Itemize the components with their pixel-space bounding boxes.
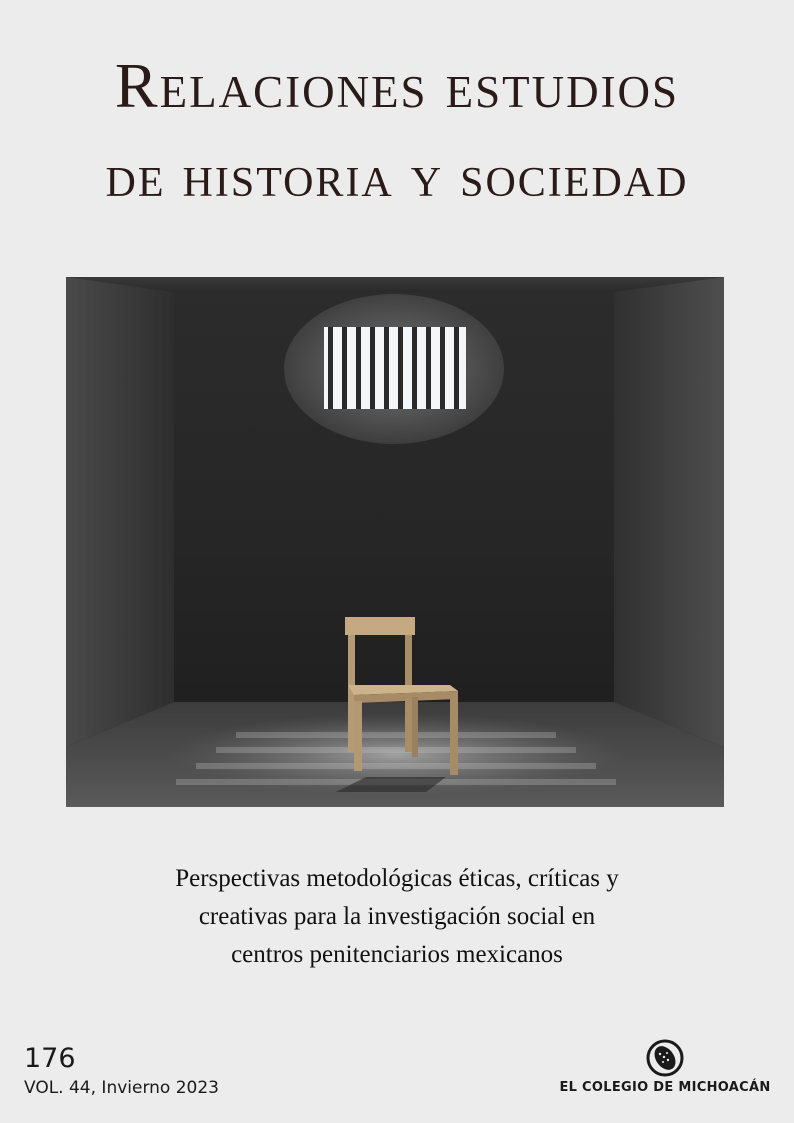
publisher-name: EL COLEGIO DE MICHOACÁN — [559, 1080, 771, 1095]
issue-volume: VOL. 44, Invierno 2023 — [24, 1078, 219, 1098]
issue-number: 176 — [24, 1043, 76, 1074]
issue-theme — [97, 860, 697, 974]
publisher-logo — [540, 1038, 790, 1095]
journal-title-line-2: de historia y sociedad — [105, 143, 689, 209]
journal-title-line-1: Relaciones estudios — [114, 50, 680, 121]
issue-theme-line-3: centros penitenciarios mexicanos — [231, 941, 563, 968]
issue-theme-line-2: creativas para la investigación social en — [198, 903, 596, 930]
cover-photo-prison-cell — [66, 277, 724, 807]
prison-cell-illustration — [66, 277, 724, 807]
issue-theme-line-1: Perspectivas metodológicas éticas, críticas y — [175, 865, 619, 892]
journal-title — [0, 50, 794, 212]
publisher-emblem-icon — [643, 1038, 687, 1078]
